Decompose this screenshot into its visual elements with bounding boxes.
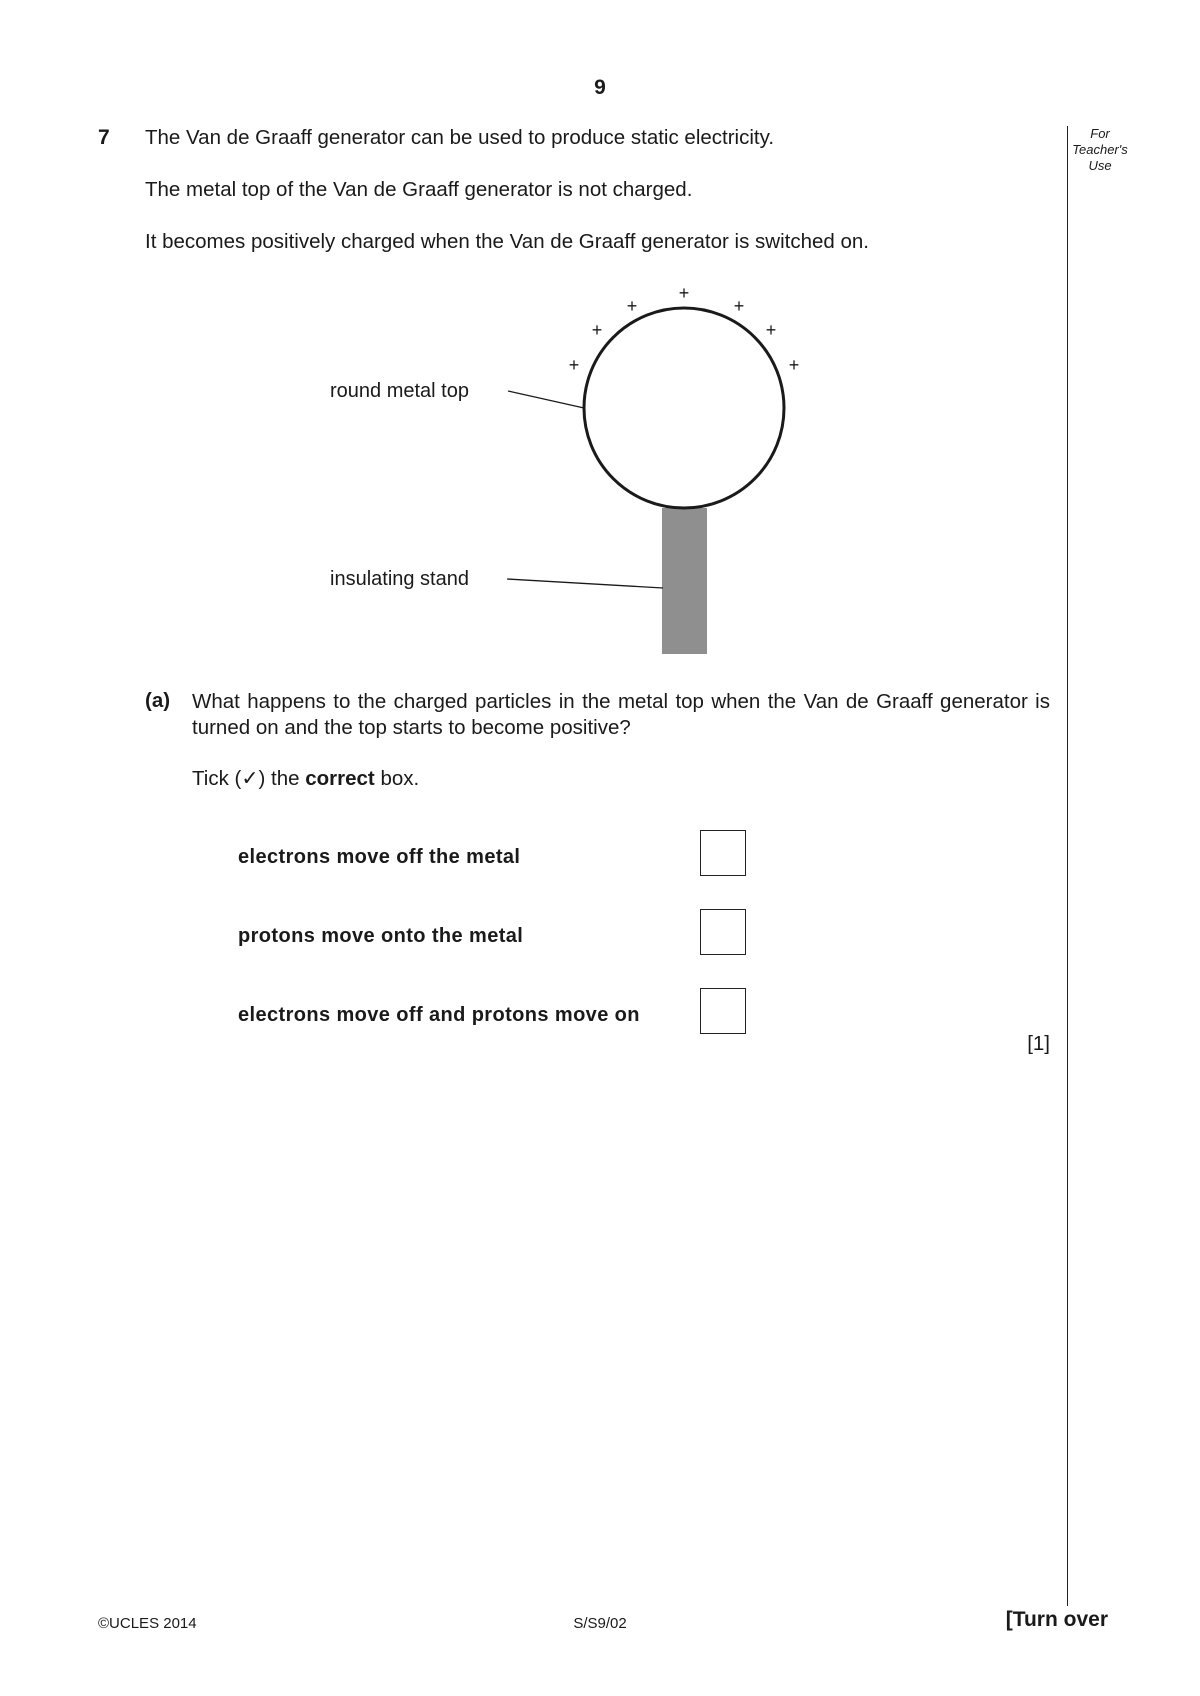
round-metal-top bbox=[584, 308, 784, 508]
question-paragraph: The metal top of the Van de Graaff generator is not charged. bbox=[145, 178, 693, 201]
leader-line-stand bbox=[507, 579, 663, 588]
instruction-text: ) the bbox=[258, 767, 306, 790]
teacher-use-line: Use bbox=[1088, 158, 1112, 173]
question-paragraph: It becomes positively charged when the Van de Graaff generator is switched on. bbox=[145, 230, 869, 253]
instruction bbox=[192, 766, 419, 791]
charge-plus: + bbox=[765, 320, 777, 340]
label-insulating-stand: insulating stand bbox=[330, 568, 469, 590]
van-de-graaff-diagram bbox=[330, 270, 830, 660]
paper-code: S/S9/02 bbox=[573, 1615, 627, 1632]
label-round-metal-top: round metal top bbox=[330, 380, 469, 402]
tick-box-option-3[interactable] bbox=[700, 988, 746, 1034]
charge-plus: + bbox=[626, 296, 638, 316]
turn-over-label: [Turn over bbox=[1005, 1608, 1108, 1631]
charge-plus: + bbox=[568, 355, 580, 375]
tick-box-option-2[interactable] bbox=[700, 909, 746, 955]
leader-line-top bbox=[508, 391, 584, 408]
tick-symbol: ✓ bbox=[241, 767, 259, 790]
question-number: 7 bbox=[98, 126, 110, 149]
part-label: (a) bbox=[145, 689, 171, 712]
teacher-use-label bbox=[1065, 126, 1135, 174]
teacher-use-line: Teacher's bbox=[1072, 142, 1128, 157]
option-label: electrons move off the metal bbox=[238, 846, 521, 868]
copyright-notice: ©UCLES 2014 bbox=[98, 1615, 197, 1632]
charge-plus: + bbox=[591, 320, 603, 340]
marks-allocation: [1] bbox=[1027, 1032, 1050, 1055]
question-paragraph: The Van de Graaff generator can be used to produce static electricity. bbox=[145, 126, 775, 149]
teacher-use-line: For bbox=[1090, 126, 1110, 141]
option-label: electrons move off and protons move on bbox=[238, 1004, 640, 1026]
instruction-text: Tick ( bbox=[192, 767, 242, 790]
instruction-emphasis: correct bbox=[305, 767, 375, 790]
margin-rule bbox=[1067, 126, 1068, 1606]
charge-plus: + bbox=[678, 283, 690, 303]
page-number: 9 bbox=[594, 76, 606, 99]
charge-plus: + bbox=[733, 296, 745, 316]
part-question-text: What happens to the charged particles in the metal top when the Van de Graaff generator is turned on and the top starts to become positive? bbox=[192, 690, 1050, 739]
instruction-text: box. bbox=[374, 767, 420, 790]
charge-plus: + bbox=[788, 355, 800, 375]
option-label: protons move onto the metal bbox=[238, 925, 524, 947]
tick-box-option-1[interactable] bbox=[700, 830, 746, 876]
insulating-stand bbox=[662, 508, 707, 654]
